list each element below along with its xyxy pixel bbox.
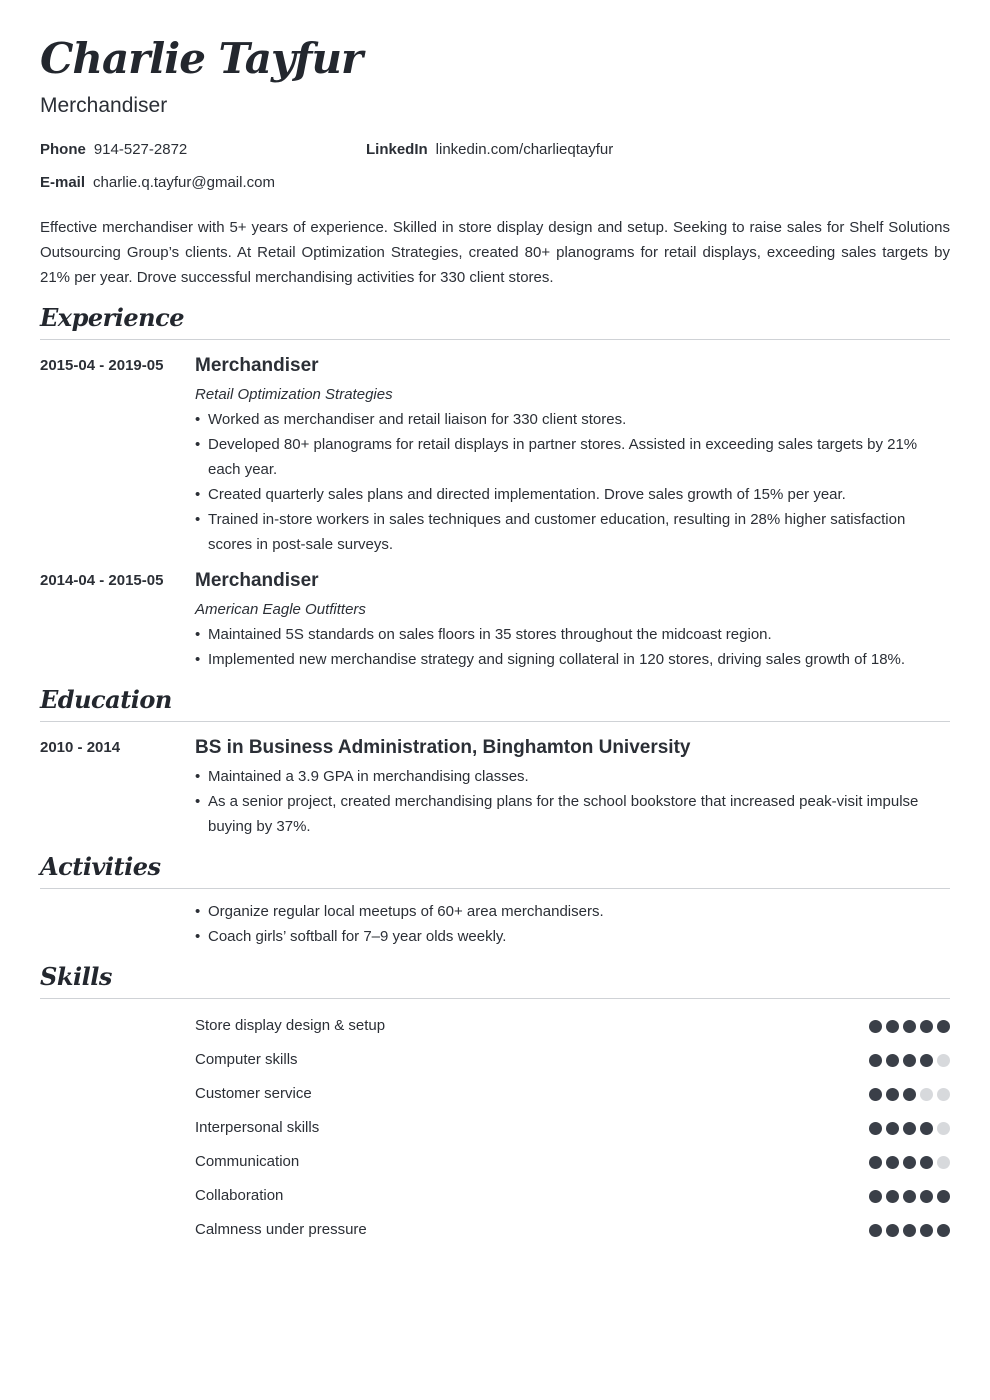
rating-dot-filled xyxy=(886,1020,899,1033)
list-item: • Maintained 5S standards on sales floors in 35 stores throughout the midcoast region. xyxy=(195,622,935,647)
list-item: • Maintained a 3.9 GPA in merchandising classes. xyxy=(195,764,935,789)
rating-dot-filled xyxy=(903,1224,916,1237)
rating-dot-filled xyxy=(886,1190,899,1203)
rating-dot-filled xyxy=(886,1088,899,1101)
email-label: E-mail xyxy=(40,174,86,191)
skill-name: Computer skills xyxy=(195,1051,298,1068)
list-item: • Implemented new merchandise strategy and signing collateral in 120 stores, driving sales growth of 18%. xyxy=(195,647,935,672)
job-bullets xyxy=(195,407,935,557)
list-item: • Organize regular local meetups of 60+ area merchandisers. xyxy=(195,899,935,924)
skill-rating xyxy=(869,1054,950,1067)
list-item: • As a senior project, created merchandising plans for the school bookstore that increased peak-visit impulse buying by 37%. xyxy=(195,789,935,839)
email-link[interactable]: charlie.q.tayfur@gmail.com xyxy=(93,174,275,191)
rating-dot-filled xyxy=(869,1088,882,1101)
job-bullets xyxy=(195,622,935,672)
skill-row xyxy=(195,1009,950,1043)
degree-title: BS in Business Administration, Binghamton University xyxy=(195,737,691,758)
rating-dot-empty xyxy=(937,1122,950,1135)
skill-name: Store display design & setup xyxy=(195,1017,386,1034)
rating-dot-filled xyxy=(937,1020,950,1033)
skill-name: Interpersonal skills xyxy=(195,1119,320,1136)
rating-dot-filled xyxy=(903,1054,916,1067)
list-item: • Developed 80+ planograms for retail displays in partner stores. Assisted in exceeding sales targets by 21% each year. xyxy=(195,432,935,482)
rating-dot-filled xyxy=(886,1224,899,1237)
job-dates: 2015-04 - 2019-05 xyxy=(40,357,164,374)
contact-phone xyxy=(40,141,187,158)
rating-dot-filled xyxy=(903,1020,916,1033)
skill-name: Calmness under pressure xyxy=(195,1221,367,1238)
company-name: American Eagle Outfitters xyxy=(195,601,366,618)
list-item: • Created quarterly sales plans and directed implementation. Drove sales growth of 15% per year. xyxy=(195,482,935,507)
section-title-education: Education xyxy=(40,685,172,714)
rating-dot-filled xyxy=(920,1122,933,1135)
rating-dot-filled xyxy=(920,1054,933,1067)
section-divider xyxy=(40,721,950,722)
company-name: Retail Optimization Strategies xyxy=(195,386,393,403)
education-dates: 2010 - 2014 xyxy=(40,739,121,756)
section-title-activities: Activities xyxy=(40,852,161,881)
list-item: • Worked as merchandiser and retail liaison for 330 client stores. xyxy=(195,407,935,432)
skill-row xyxy=(195,1213,950,1247)
rating-dot-filled xyxy=(920,1156,933,1169)
education-bullets xyxy=(195,764,935,839)
phone-label: Phone xyxy=(40,141,86,158)
rating-dot-filled xyxy=(920,1190,933,1203)
skill-row xyxy=(195,1077,950,1111)
job-role: Merchandiser xyxy=(195,355,319,376)
skill-name: Collaboration xyxy=(195,1187,284,1204)
activities-list xyxy=(195,899,935,949)
rating-dot-filled xyxy=(903,1122,916,1135)
skill-rating xyxy=(869,1088,950,1101)
contact-email xyxy=(40,174,275,191)
section-title-skills: Skills xyxy=(40,962,112,991)
rating-dot-filled xyxy=(886,1122,899,1135)
skill-rating xyxy=(869,1190,950,1203)
rating-dot-filled xyxy=(869,1020,882,1033)
linkedin-link[interactable]: linkedin.com/charlieqtayfur xyxy=(435,141,614,158)
job-role: Merchandiser xyxy=(195,570,319,591)
experience-entry xyxy=(195,354,935,557)
experience-entry xyxy=(195,569,935,672)
section-divider xyxy=(40,998,950,999)
list-item: • Trained in-store workers in sales techniques and customer education, resulting in 28% higher satisfaction scores in post-sale surveys. xyxy=(195,507,935,557)
job-dates: 2014-04 - 2015-05 xyxy=(40,572,164,589)
rating-dot-filled xyxy=(869,1122,882,1135)
rating-dot-filled xyxy=(903,1156,916,1169)
rating-dot-filled xyxy=(869,1156,882,1169)
rating-dot-filled xyxy=(869,1054,882,1067)
activities-entry xyxy=(195,899,935,949)
contact-linkedin xyxy=(366,141,613,158)
rating-dot-empty xyxy=(937,1054,950,1067)
skills-list xyxy=(195,1009,950,1247)
skill-row xyxy=(195,1111,950,1145)
skill-rating xyxy=(869,1156,950,1169)
rating-dot-filled xyxy=(886,1054,899,1067)
section-divider xyxy=(40,339,950,340)
skill-row xyxy=(195,1145,950,1179)
rating-dot-filled xyxy=(869,1224,882,1237)
rating-dot-filled xyxy=(920,1020,933,1033)
skill-row xyxy=(195,1043,950,1077)
section-title-experience: Experience xyxy=(40,303,185,332)
rating-dot-filled xyxy=(937,1190,950,1203)
section-divider xyxy=(40,888,950,889)
rating-dot-filled xyxy=(869,1190,882,1203)
rating-dot-filled xyxy=(920,1224,933,1237)
candidate-name: Charlie Tayfur xyxy=(40,34,363,83)
rating-dot-empty xyxy=(937,1156,950,1169)
profile-summary: Effective merchandiser with 5+ years of experience. Skilled in store display design and setup. Seeking to raise sales for Shelf Solutions Outsourcing Group’s clients. At Retail Optimization Strategies, created 80+ planograms for retail displays, exceeding sales targets by 21% per year. Drove successful merchandising activities for 330 client stores. xyxy=(40,219,950,286)
phone-value: 914-527-2872 xyxy=(93,141,188,158)
rating-dot-filled xyxy=(903,1088,916,1101)
rating-dot-filled xyxy=(886,1156,899,1169)
job-title: Merchandiser xyxy=(40,94,168,117)
rating-dot-empty xyxy=(937,1088,950,1101)
linkedin-label: LinkedIn xyxy=(366,141,428,158)
skill-row xyxy=(195,1179,950,1213)
education-entry xyxy=(195,736,935,839)
skill-name: Communication xyxy=(195,1153,300,1170)
rating-dot-empty xyxy=(920,1088,933,1101)
rating-dot-filled xyxy=(937,1224,950,1237)
list-item: • Coach girls’ softball for 7–9 year olds weekly. xyxy=(195,924,935,949)
skill-rating xyxy=(869,1224,950,1237)
skill-name: Customer service xyxy=(195,1085,312,1102)
skill-rating xyxy=(869,1122,950,1135)
rating-dot-filled xyxy=(903,1190,916,1203)
skill-rating xyxy=(869,1020,950,1033)
